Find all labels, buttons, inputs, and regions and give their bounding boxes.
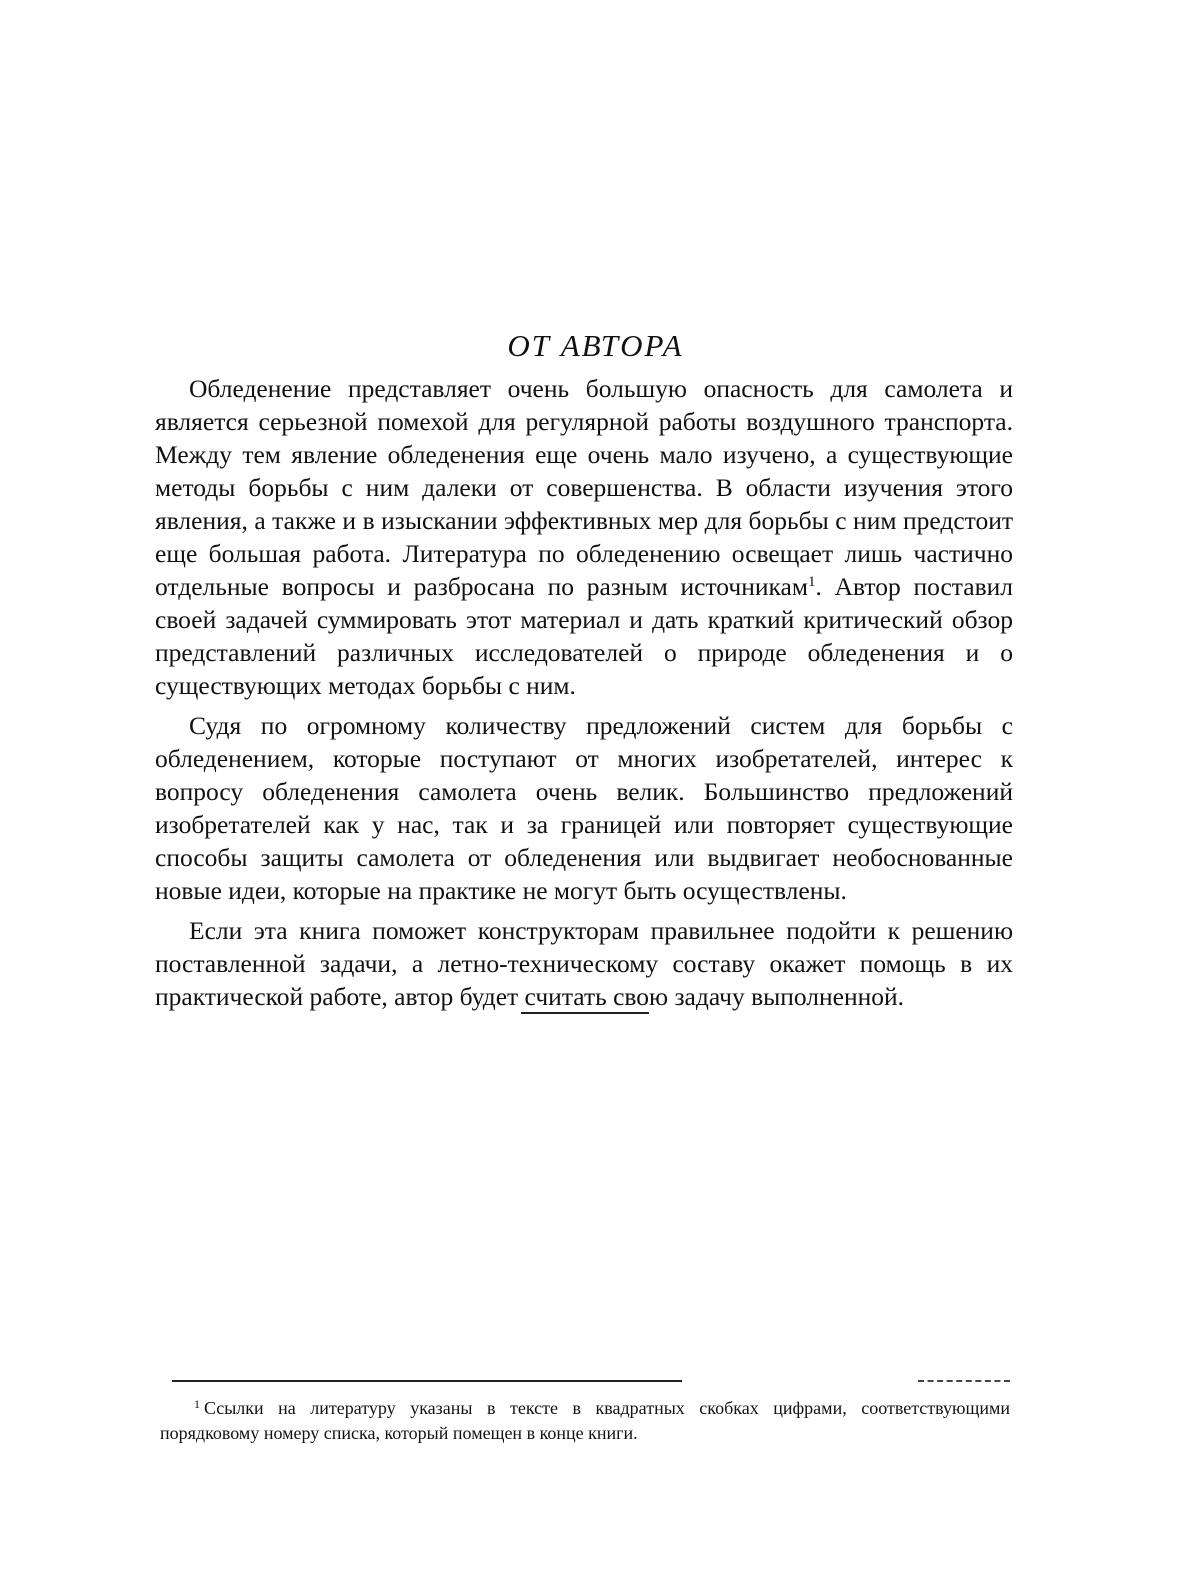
footnote-mark: 1 xyxy=(194,1397,200,1411)
paragraph-1 xyxy=(155,372,1013,702)
footnote-text: Ссылки на литературу указаны в тексте в квадратных скобках цифрами, соответствующими порядковому номеру списка, который помещен в конце книги. xyxy=(160,1398,1010,1443)
footnote-separator xyxy=(172,1380,682,1382)
paragraph-2: Судя по огромному количеству предложений систем для борьбы с обледенением, которые поступают от многих изобретателей, интерес к вопросу обледенения самолета очень велик. Большинство предложений изобретателей как у нас, так и за границей или повторяет существующие способы защиты самолета от обледенения или выдвигает необоснованные новые идеи, которые на практике не могут быть осуществлены. xyxy=(155,711,1013,905)
section-end-rule xyxy=(521,1012,649,1014)
page-title: ОТ АВТОРА xyxy=(507,328,684,363)
paragraph-3: Если эта книга поможет конструкторам правильнее подойти к решению поставленной задачи, а летно-техническому составу окажет помощь в их практической работе, автор будет считать свою задачу выполненной. xyxy=(155,916,1013,1011)
footnote-reference: 1 xyxy=(807,574,816,590)
preface-body xyxy=(155,372,1013,1020)
footnote xyxy=(160,1396,1010,1446)
paragraph-1-text-after-ref: . Автор поставил своей задачей суммировать этот материал и дать краткий критический обзор представлений различных исследователей о природе обледенения и о существующих методах борьбы с ним. xyxy=(155,572,1013,700)
footnote-separator-short xyxy=(918,1380,1010,1382)
paragraph-1-text-before-ref: Обледенение представляет очень большую опасность для самолета и является серьезной помехой для регулярной работы воздушного транспорта. Между тем явление обледенения еще очень мало изучено, а существующие методы борьбы с ним далеки от совершенства. В области изучения этого явления, а также и в изыскании эффективных мер для борьбы с ним предстоит еще большая работа. Литература по обледенению освещает лишь частично отдельные вопросы и разбросана по разным источникам xyxy=(155,374,1013,601)
